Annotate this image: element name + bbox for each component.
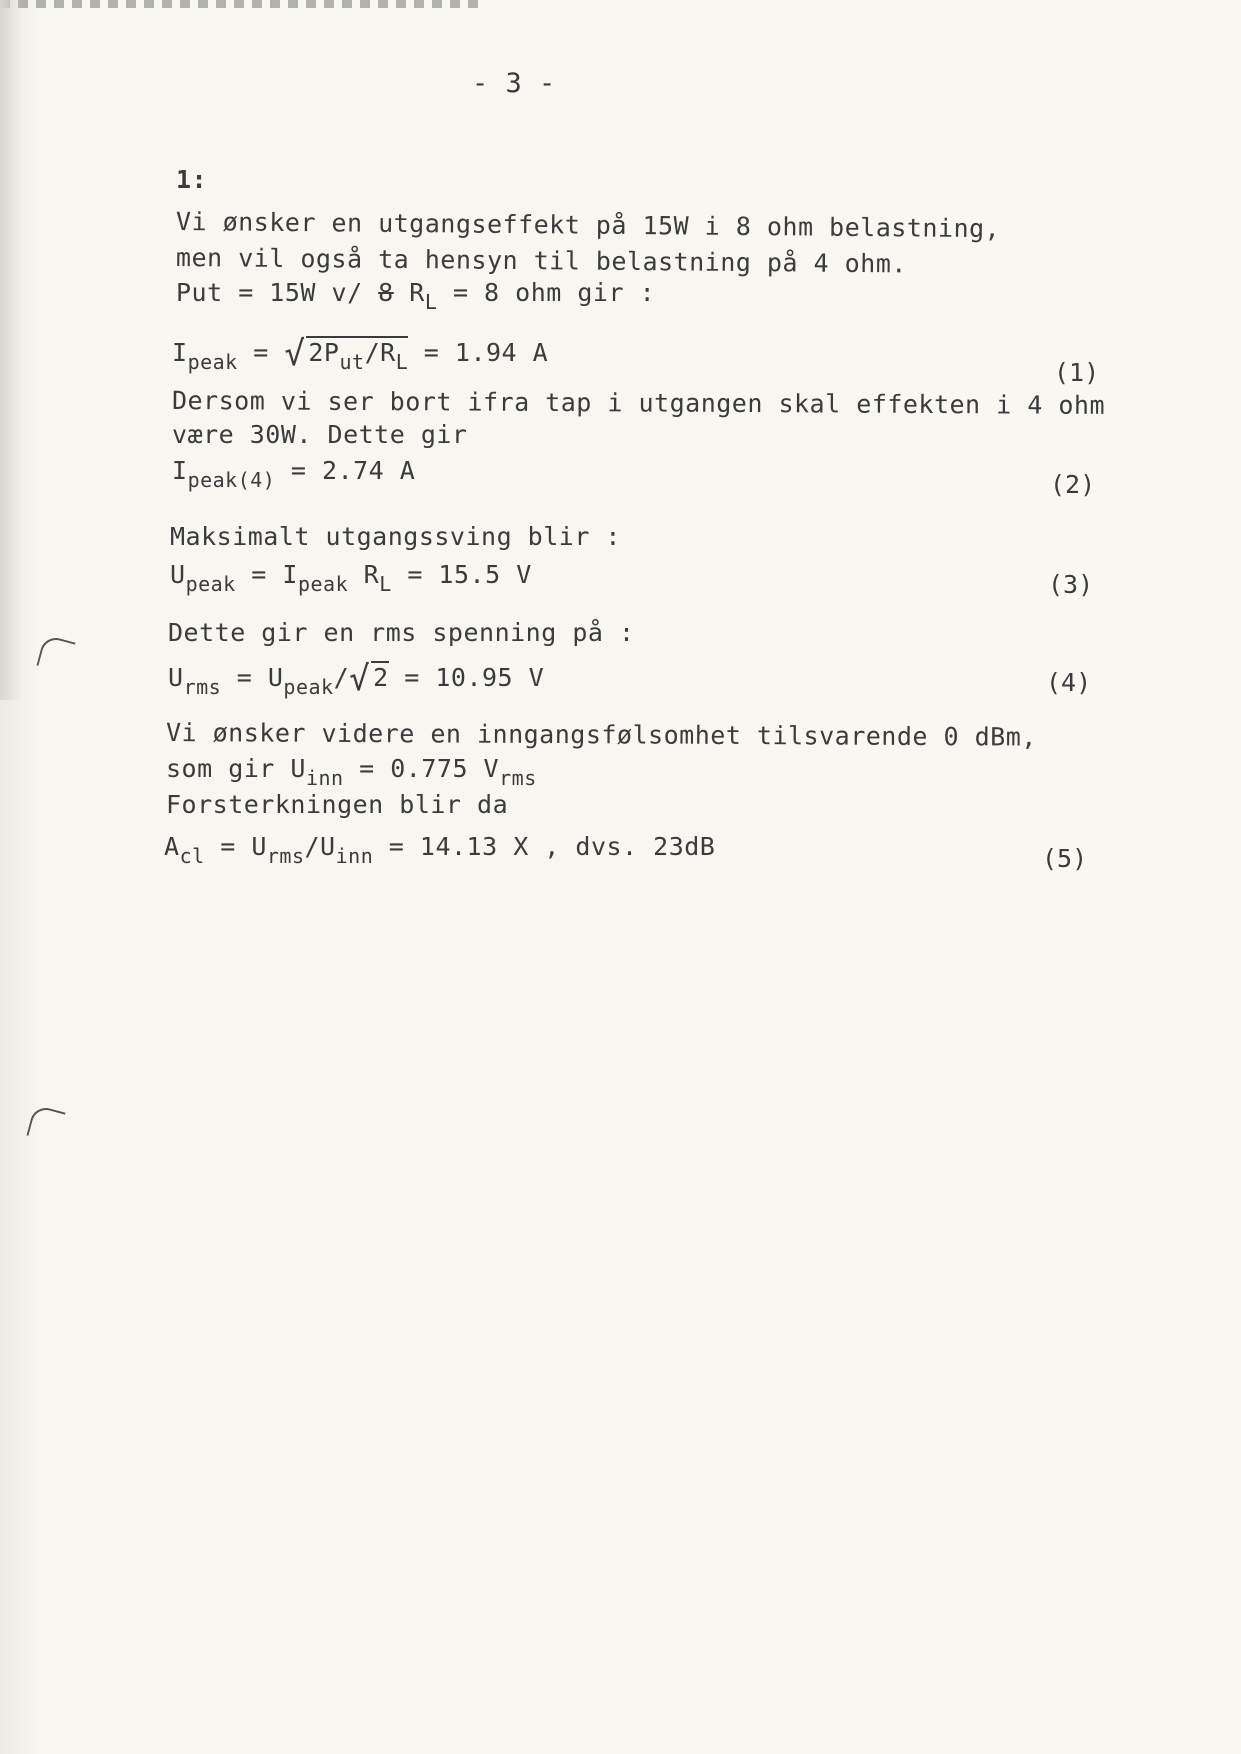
eq5-u2-sub: inn bbox=[335, 844, 374, 868]
para5-line-1: Vi ønsker videre en inngangsfølsomhet tilsvarende 0 dBm, bbox=[165, 718, 1037, 752]
put-r: R bbox=[409, 278, 425, 307]
equation-4 bbox=[168, 655, 545, 699]
eq5-lhs-sub: cl bbox=[179, 844, 205, 868]
eq1-radicand bbox=[306, 336, 409, 374]
put-line bbox=[176, 278, 656, 314]
intro-line-2: men vil også ta hensyn til belastning på 4 ohm. bbox=[175, 243, 908, 279]
sqrt-icon: √ bbox=[284, 334, 306, 374]
eq3-lhs: U bbox=[170, 560, 186, 589]
eq4-u-sub: peak bbox=[283, 675, 334, 699]
equation-number-3: (3) bbox=[1048, 570, 1094, 599]
punch-hole-mark bbox=[26, 1104, 65, 1143]
eq3-r-sub: L bbox=[379, 572, 392, 596]
para5-line-3: Forsterkningen blir da bbox=[166, 790, 509, 819]
equation-number-1: (1) bbox=[1054, 358, 1100, 387]
eq4-u: U bbox=[267, 663, 284, 692]
eq1-rad-a: 2P bbox=[308, 338, 340, 367]
eq3-lhs-sub: peak bbox=[185, 572, 236, 596]
section-marker: 1: bbox=[176, 165, 208, 194]
eq1-rad-b: /R bbox=[364, 338, 396, 367]
eq2-lhs: I bbox=[172, 456, 188, 485]
eq3-i: I bbox=[282, 560, 298, 589]
eq5-lhs: A bbox=[164, 832, 180, 861]
equation-3 bbox=[170, 560, 532, 596]
equation-number-2: (2) bbox=[1050, 470, 1096, 499]
para5-line-2 bbox=[166, 754, 537, 790]
struck-char: 8 bbox=[378, 278, 394, 307]
eq5-u1: U bbox=[251, 832, 267, 861]
page-number: - 3 - bbox=[472, 68, 556, 99]
equation-number-4: (4) bbox=[1046, 668, 1092, 697]
para5-line2-sub2: rms bbox=[499, 766, 537, 790]
equation-2 bbox=[172, 456, 416, 492]
eq4-equals: = bbox=[221, 663, 268, 692]
eq4-rhs: = 10.95 V bbox=[388, 663, 545, 692]
para4: Dette gir en rms spenning på : bbox=[168, 618, 635, 647]
equation-number-5: (5) bbox=[1042, 844, 1088, 873]
equation-5 bbox=[164, 832, 716, 868]
para3: Maksimalt utgangssving blir : bbox=[170, 522, 621, 551]
put-prefix: Put = 15W v/ bbox=[176, 278, 379, 307]
eq4-lhs-sub: rms bbox=[183, 675, 222, 699]
put-suffix: = 8 ohm gir : bbox=[437, 278, 656, 307]
eq1-rad-sub2: L bbox=[395, 350, 409, 374]
para5-line2-prefix: som gir U bbox=[166, 754, 306, 783]
eq1-rhs: = 1.94 A bbox=[408, 338, 549, 367]
scan-shadow bbox=[0, 0, 22, 700]
eq5-slash-u: /U bbox=[304, 832, 336, 861]
eq3-r: R bbox=[348, 560, 380, 589]
eq5-rhs: = 14.13 X , dvs. 23dB bbox=[373, 832, 716, 861]
para5-line2-sub1: inn bbox=[305, 766, 344, 790]
para2-line-1: Dersom vi ser bort ifra tap i utgangen skal effekten i 4 ohm bbox=[171, 386, 1106, 420]
sqrt-icon: √ bbox=[349, 659, 371, 699]
eq2-lhs-sub: peak(4) bbox=[187, 468, 276, 492]
para2-line-2: være 30W. Dette gir bbox=[172, 420, 468, 449]
eq3-i-sub: peak bbox=[297, 572, 349, 596]
intro-line-1: Vi ønsker en utgangseffekt på 15W i 8 ohm belastning, bbox=[175, 207, 1001, 244]
eq1-rad-sub: ut bbox=[339, 350, 365, 374]
eq3-rhs: = 15.5 V bbox=[391, 560, 532, 589]
eq1-lhs-sub: peak bbox=[187, 350, 238, 374]
eq3-equals: = bbox=[235, 560, 283, 589]
put-r-sub: L bbox=[424, 290, 438, 314]
para5-line2-mid: = 0.775 V bbox=[343, 754, 500, 783]
scan-edge-artifact bbox=[0, 0, 480, 8]
eq5-u1-sub: rms bbox=[266, 844, 305, 868]
eq1-equals: = bbox=[237, 338, 285, 367]
eq4-radicand: 2 bbox=[373, 663, 389, 692]
eq4-lhs: U bbox=[168, 663, 184, 692]
eq4-slash: / bbox=[333, 663, 350, 692]
equation-1 bbox=[172, 330, 549, 374]
eq5-equals: = bbox=[204, 832, 252, 861]
punch-hole-mark bbox=[36, 634, 75, 673]
eq2-rhs: = 2.74 A bbox=[275, 456, 416, 485]
eq1-lhs: I bbox=[172, 338, 188, 367]
